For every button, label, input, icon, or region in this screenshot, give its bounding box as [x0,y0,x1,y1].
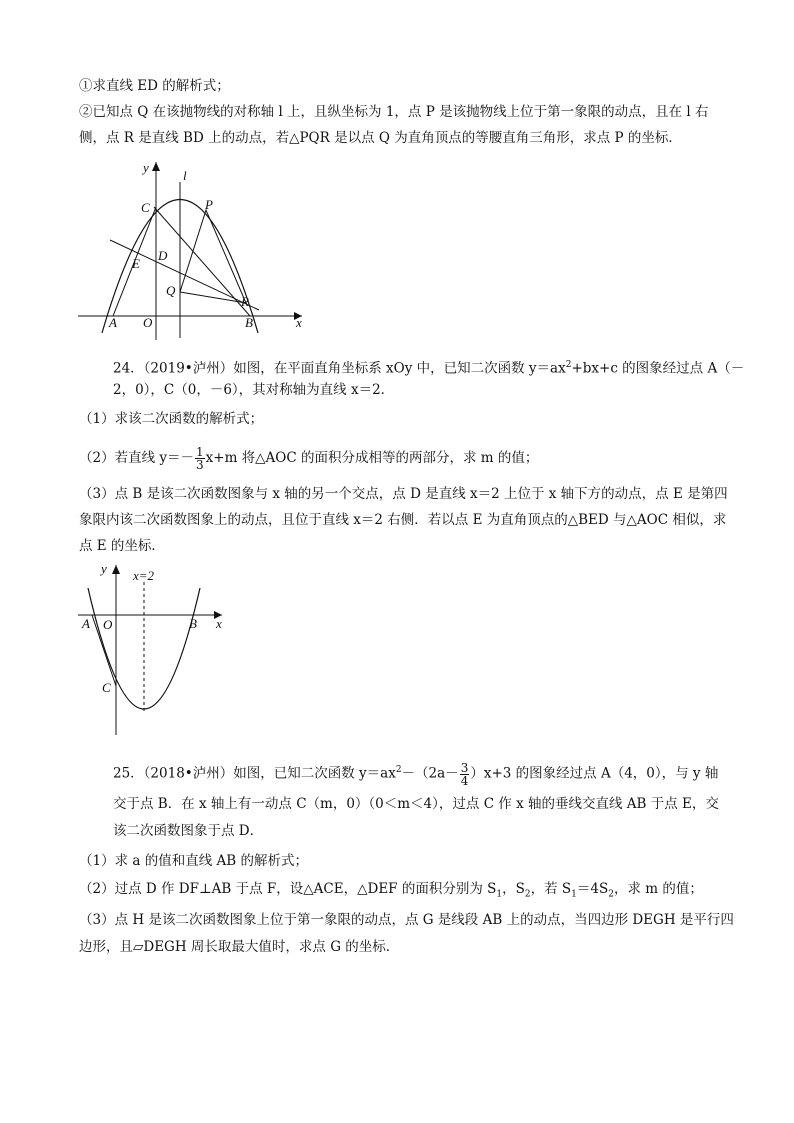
fraction: $\frac{1}{3}$ [196,445,204,472]
label-O: O [143,315,153,330]
label-E: E [132,256,140,271]
label-y: y [101,561,107,576]
problem-24-q2: （2）若直线 y＝－ $\frac{1}{3}$ x+m 将△AOC 的面积分成相等的两部分，求 m 的值； [79,445,539,472]
problem-24-q3: （3）点 B 是该二次函数图象与 x 轴的另一个交点，点 D 是直线 x＝2 上位于 x 轴下方的动点，点 E 是第四 [79,486,728,502]
label-C: C [141,200,150,215]
question-text: ②已知点 Q 在该抛物线的对称轴 l 上，且纵坐标为 1，点 P 是该抛物线上位于第一象限的动点，且在 l 右 [79,104,709,120]
problem-25-q3: 边形，且▱DEGH 周长取最大值时，求点 G 的坐标． [79,939,400,955]
label-l: l [183,168,187,183]
label-R: R [241,294,249,309]
label-x-equals-2: x=2 [133,568,155,583]
label-y: y [143,160,149,175]
problem-25-line: 交于点 B．在 x 轴上有一动点 C（m，0）（0＜m＜4），过点 C 作 x 轴的垂线交直线 AB 于点 E，交 [113,796,719,812]
label-A: A [109,315,117,330]
problem-24-q3: 象限内该二次函数图象上的动点，且位于直线 x＝2 右侧．若以点 E 为直角顶点的△BED 与△AOC 相似，求 [79,512,727,528]
label-O: O [103,617,113,632]
problem-24-line: 24．（2019•泸州）如图，在平面直角坐标系 xOy 中，已知二次函数 $y=ax^2+bx+c$ 的图象经过点 A（－ [113,360,745,377]
label-C: C [102,680,111,695]
label-x: x [296,315,302,330]
problem-25-q1: （1）求 a 的值和直线 AB 的解析式； [79,853,308,869]
y-axis-arrow [112,565,120,574]
question-text: 侧，点 R 是直线 BD 上的动点，若△PQR 是以点 Q 为直角顶点的等腰直角三角形，求点 P 的坐标． [79,130,682,146]
question-text: ①求直线 ED 的解析式； [79,78,230,94]
label-A: A [82,616,90,631]
label-x: x [216,616,222,631]
fraction: $\frac{3}{4}$ [460,760,469,788]
problem-24-q1: （1）求该二次函数的解析式； [79,411,264,427]
problem-25-line: 25．（2018•泸州）如图，已知二次函数 $y=ax^2-(2a-$ $\frac{3}{4}$ ）x+3 的图象经过点 A（4，0），与 y 轴 [113,760,719,788]
problem-25-line: 该二次函数图象于点 D． [113,823,264,839]
problem-25-q3: （3）点 H 是该二次函数图象上位于第一象限的动点，点 G 是线段 AB 上的动点，当四边形 DEGH 是平行四 [79,912,734,928]
problem-24-q3: 点 E 的坐标． [79,538,165,554]
label-B: B [189,616,197,631]
label-B: B [245,315,253,330]
label-P: P [205,197,213,212]
label-D: D [158,248,168,263]
problem-24-line: 2，0），C（0，－6），其对称轴为直线 x＝2． [113,382,395,398]
problem-25-q2: （2）过点 D 作 DF⊥AB 于点 F，设△ACE，△DEF 的面积分别为 $S_1$，$S_2$，若 $S_1=4S_2$，求 m 的值； [79,881,703,900]
label-Q: Q [166,283,176,298]
